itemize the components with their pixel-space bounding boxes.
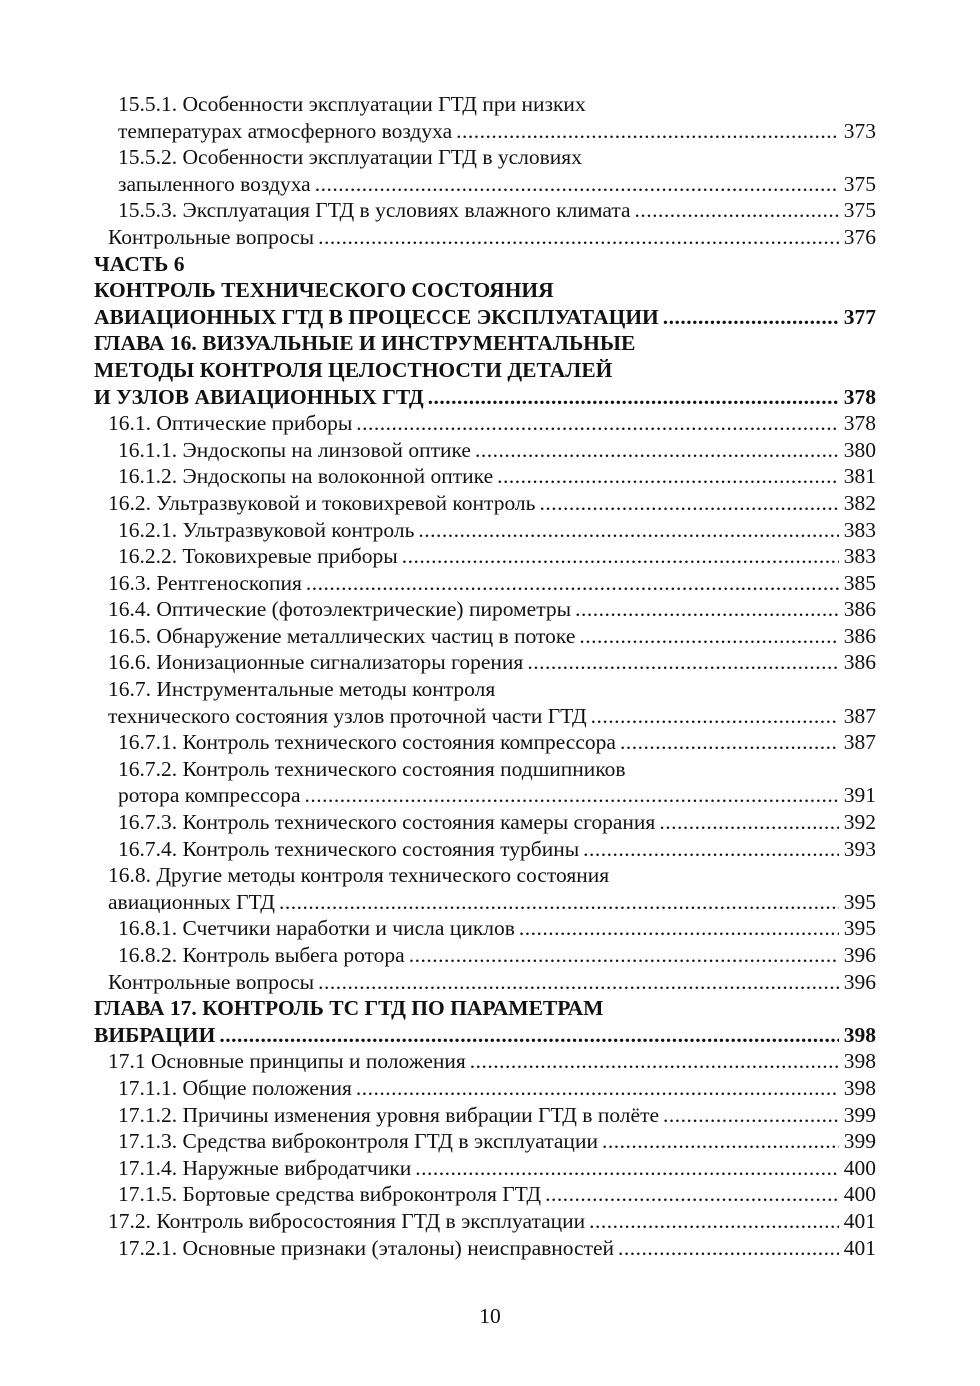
toc-page-number: 398	[843, 1022, 876, 1047]
toc-page-number: 393	[843, 836, 876, 861]
toc-entry-title: 16.1. Оптические приборы	[108, 411, 353, 436]
toc-page-number: 391	[843, 783, 876, 808]
toc-entry-title: 16.6. Ионизационные сигнализаторы горения	[108, 650, 524, 675]
dot-leader	[279, 889, 839, 916]
toc-entry-title: 15.5.1. Особенности эксплуатации ГТД при низких	[118, 92, 586, 116]
toc-page-number: 378	[843, 411, 876, 436]
dot-leader	[409, 942, 839, 969]
toc-page-number: 377	[843, 304, 876, 329]
toc-entry	[94, 197, 876, 224]
dot-leader	[306, 570, 839, 597]
toc-entry	[94, 1048, 876, 1075]
toc-page-number: 401	[843, 1208, 876, 1233]
toc-entry	[94, 649, 876, 676]
toc-page-number: 385	[843, 570, 876, 595]
toc-entry	[94, 969, 876, 996]
dot-leader	[418, 517, 839, 544]
dot-leader	[318, 969, 839, 996]
dot-leader	[219, 1022, 839, 1049]
toc-entry	[94, 1235, 876, 1262]
toc-entry-title: 16.5. Обнаружение металлических частиц в потоке	[108, 623, 576, 648]
table-of-contents	[94, 91, 876, 1261]
toc-entry	[94, 144, 876, 197]
toc-page-number: 387	[843, 703, 876, 728]
dot-leader	[663, 1102, 839, 1129]
toc-entry	[94, 463, 876, 490]
dot-leader	[583, 836, 839, 863]
toc-page-number: 386	[843, 597, 876, 622]
toc-entry-title: 16.4. Оптические (фотоэлектрические) пирометры	[108, 597, 572, 622]
toc-entry-title: 16.8.2. Контроль выбега ротора	[118, 943, 405, 967]
toc-entry-title: ротора компрессора	[118, 783, 301, 808]
toc-entry-title: И УЗЛОВ АВИАЦИОННЫХ ГТД	[94, 384, 424, 409]
toc-entry-title: 16.2.2. Токовихревые приборы	[118, 544, 398, 569]
toc-entry-title: ГЛАВА 17. КОНТРОЛЬ ТС ГТД ПО ПАРАМЕТРАМ	[94, 996, 604, 1021]
toc-entry-title: 17.1.3. Средства виброконтроля ГТД в эксплуатации	[118, 1129, 598, 1154]
toc-entry	[94, 1208, 876, 1235]
toc-page-number: 395	[843, 889, 876, 914]
toc-entry	[94, 942, 876, 969]
dot-leader	[545, 1181, 839, 1208]
toc-entry	[94, 915, 876, 942]
dot-leader	[475, 437, 839, 464]
toc-entry-title: 16.7.4. Контроль технического состояния турбины	[118, 836, 580, 861]
toc-page-number: 380	[843, 437, 876, 462]
dot-leader	[318, 224, 839, 251]
toc-page-number: 401	[843, 1235, 876, 1260]
toc-entry	[94, 410, 876, 437]
toc-entry	[94, 729, 876, 756]
toc-entry-title: 16.1.1. Эндоскопы на линзовой оптике	[118, 437, 471, 462]
toc-page-number: 375	[843, 198, 876, 223]
toc-entry-title: авиационных ГТД	[108, 889, 275, 914]
toc-entry-title: запыленного воздуха	[118, 171, 311, 196]
toc-entry-title: МЕТОДЫ КОНТРОЛЯ ЦЕЛОСТНОСТИ ДЕТАЛЕЙ	[94, 357, 613, 382]
dot-leader	[602, 1128, 839, 1155]
toc-heading	[94, 251, 876, 331]
toc-page-number: 375	[843, 171, 876, 196]
toc-page-number: 383	[843, 517, 876, 542]
dot-leader	[575, 596, 839, 623]
toc-entry-title: 16.7.2. Контроль технического состояния подшипников	[118, 756, 626, 781]
dot-leader	[415, 1155, 839, 1182]
toc-entry	[94, 543, 876, 570]
toc-entry	[94, 1075, 876, 1102]
toc-page-number: 382	[843, 490, 876, 515]
toc-entry	[94, 1128, 876, 1155]
toc-entry	[94, 1181, 876, 1208]
toc-page-number: 373	[843, 118, 876, 143]
toc-entry-title: 16.7.3. Контроль технического состояния камеры сгорания	[118, 810, 656, 835]
toc-entry-title: технического состояния узлов проточной части ГТД	[108, 703, 587, 728]
toc-entry	[94, 570, 876, 597]
toc-heading	[94, 330, 876, 410]
toc-page-number: 378	[843, 384, 876, 409]
toc-entry	[94, 596, 876, 623]
toc-entry-title: 16.2.1. Ультразвуковой контроль	[118, 517, 415, 542]
dot-leader	[620, 729, 839, 756]
dot-leader	[579, 623, 839, 650]
dot-leader	[659, 809, 839, 836]
toc-page-number: 386	[843, 650, 876, 675]
dot-leader	[591, 703, 839, 730]
toc-entry-title: температурах атмосферного воздуха	[118, 118, 453, 143]
toc-entry	[94, 862, 876, 915]
dot-leader	[428, 384, 839, 411]
toc-entry-title: 16.7.1. Контроль технического состояния компрессора	[118, 730, 616, 755]
toc-entry-title: 17.2. Контроль вибросостояния ГТД в эксплуатации	[108, 1208, 586, 1233]
dot-leader	[519, 915, 839, 942]
toc-page-number: 395	[843, 916, 876, 941]
toc-page-number: 381	[843, 464, 876, 489]
dot-leader	[635, 197, 839, 224]
toc-entry	[94, 91, 876, 144]
toc-page-number: 400	[843, 1182, 876, 1207]
toc-entry-title: 17.1.2. Причины изменения уровня вибрации ГТД в полёте	[118, 1102, 660, 1127]
toc-entry-title: 15.5.2. Особенности эксплуатации ГТД в условиях	[118, 145, 582, 170]
toc-entry-title: 17.1.4. Наружные вибродатчики	[118, 1155, 412, 1180]
toc-page-number: 396	[843, 943, 876, 967]
toc-entry-title: КОНТРОЛЬ ТЕХНИЧЕСКОГО СОСТОЯНИЯ	[94, 278, 554, 303]
dot-leader	[618, 1235, 839, 1262]
toc-heading	[94, 995, 876, 1048]
dot-leader	[402, 543, 839, 570]
toc-entry-title: ВИБРАЦИИ	[94, 1022, 216, 1047]
toc-page-number: 376	[843, 224, 876, 249]
dot-leader	[497, 463, 839, 490]
toc-page-number: 386	[843, 623, 876, 648]
toc-entry-title: ГЛАВА 16. ВИЗУАЛЬНЫЕ И ИНСТРУМЕНТАЛЬНЫЕ	[94, 331, 636, 356]
toc-page-number: 398	[843, 1075, 876, 1100]
dot-leader	[315, 171, 839, 198]
toc-entry	[94, 517, 876, 544]
toc-entry-title: АВИАЦИОННЫХ ГТД В ПРОЦЕССЕ ЭКСПЛУАТАЦИИ	[94, 304, 659, 329]
toc-page-number: 396	[843, 969, 876, 994]
toc-page-number: 398	[843, 1049, 876, 1074]
toc-entry-title: Контрольные вопросы	[108, 969, 315, 994]
dot-leader	[356, 1075, 839, 1102]
toc-page-number: 399	[843, 1102, 876, 1127]
dot-leader	[663, 304, 839, 331]
dot-leader	[305, 782, 839, 809]
dot-leader	[356, 410, 839, 437]
toc-entry-title: 17.1 Основные принципы и положения	[108, 1049, 466, 1074]
page-number: 10	[479, 1304, 501, 1328]
toc-entry-title: 16.8. Другие методы контроля технического состояния	[108, 863, 610, 888]
toc-entry	[94, 676, 876, 729]
toc-entry	[94, 809, 876, 836]
toc-entry-title: 16.7. Инструментальные методы контроля	[108, 677, 496, 702]
toc-entry-title: 17.2.1. Основные признаки (эталоны) неисправностей	[118, 1235, 615, 1260]
toc-entry-title: 17.1.1. Общие положения	[118, 1075, 352, 1100]
toc-entry	[94, 836, 876, 863]
toc-entry	[94, 623, 876, 650]
toc-entry-title: 15.5.3. Эксплуатация ГТД в условиях влажного климата	[118, 198, 631, 223]
toc-entry	[94, 224, 876, 251]
toc-page-number: 400	[843, 1155, 876, 1180]
toc-entry-title: 17.1.5. Бортовые средства виброконтроля ГТД	[118, 1182, 542, 1207]
toc-entry	[94, 756, 876, 809]
toc-page-number: 383	[843, 544, 876, 569]
toc-entry-title: Контрольные вопросы	[108, 224, 315, 249]
dot-leader	[589, 1208, 839, 1235]
dot-leader	[470, 1048, 839, 1075]
toc-entry-title: ЧАСТЬ 6	[94, 251, 185, 276]
toc-entry	[94, 490, 876, 517]
toc-entry	[94, 437, 876, 464]
dot-leader	[527, 649, 839, 676]
toc-entry-title: 16.3. Рентгеноскопия	[108, 570, 302, 595]
toc-entry-title: 16.8.1. Счетчики наработки и числа циклов	[118, 916, 515, 941]
toc-entry	[94, 1102, 876, 1129]
dot-leader	[539, 490, 839, 517]
toc-entry-title: 16.1.2. Эндоскопы на волоконной оптике	[118, 464, 494, 489]
toc-entry-title: 16.2. Ультразвуковой и токовихревой контроль	[108, 490, 536, 515]
toc-entry	[94, 1155, 876, 1182]
toc-page-number: 392	[843, 810, 876, 835]
toc-page-number: 387	[843, 730, 876, 755]
dot-leader	[456, 118, 839, 145]
toc-page-number: 399	[843, 1129, 876, 1154]
